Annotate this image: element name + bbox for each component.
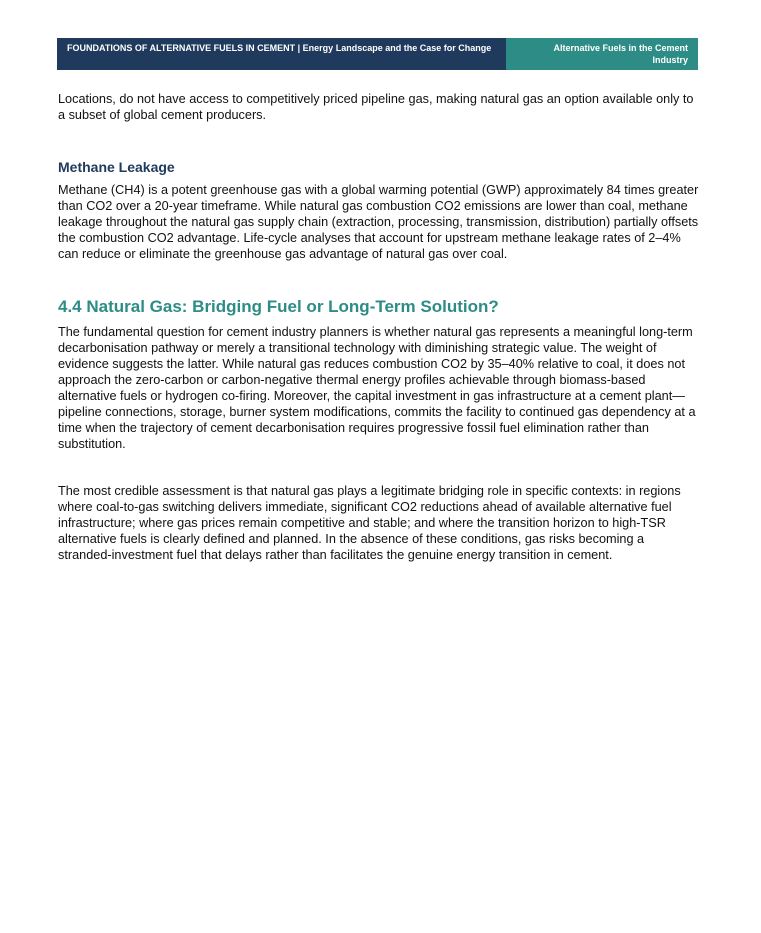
section-paragraph-1: The fundamental question for cement industry planners is whether natural gas represents a meaningful long-term decarbonisation pathway or merely a transitional technology with diminishing strategic value. The weight of evidence suggests the latter. While natural gas reduces combustion CO2 by 35–40% relative to coal, it does not approach the zero-carbon or carbon-negative thermal energy profiles achievable through biomass-based alternative fuels or hydrogen co-firing. Moreover, the capital investment in gas infrastructure at a cement plant—pipeline connections, storage, burner system modifications, commits the facility to continued gas dependency at a time when the trajectory of cement decarbonisation requires progressive fossil fuel elimination rather than substitution. bbox=[58, 325, 696, 451]
header-document-title: FOUNDATIONS OF ALTERNATIVE FUELS IN CEMENT | Energy Landscape and the Case for Change bbox=[57, 38, 506, 70]
methane-leakage-heading: Methane Leakage bbox=[58, 159, 175, 175]
section-paragraph-2: The most credible assessment is that natural gas plays a legitimate bridging role in specific contexts: in regions where coal-to-gas switching delivers immediate, significant CO2 reductions ahead of available alternative fuel infrastructure; where gas prices remain competitive and stable; and where the transition horizon to high-TSR alternative fuels is clearly defined and planned. In the absence of these conditions, gas risks becoming a stranded-investment fuel that delays rather than facilitates the genuine energy transition in cement. bbox=[58, 484, 681, 562]
continuation-paragraph: Locations, do not have access to competitively priced pipeline gas, making natural gas an option available only to a subset of global cement producers. bbox=[58, 92, 694, 122]
header-publication-title: Alternative Fuels in the Cement Industry bbox=[506, 38, 698, 70]
methane-leakage-paragraph: Methane (CH4) is a potent greenhouse gas with a global warming potential (GWP) approximately 84 times greater than CO2 over a 20-year timeframe. While natural gas combustion CO2 emissions are lower than coal, methane leakage throughout the natural gas supply chain (extraction, processing, transmission, distribution) partially offsets the combustion CO2 advantage. Life-cycle analyses that account for upstream methane leakage rates of 2–4% can reduce or eliminate the greenhouse gas advantage of natural gas over coal. bbox=[58, 183, 699, 261]
page-body bbox=[58, 91, 700, 563]
section-4-4-heading: 4.4 Natural Gas: Bridging Fuel or Long-Term Solution? bbox=[58, 297, 499, 316]
running-header bbox=[57, 38, 698, 70]
